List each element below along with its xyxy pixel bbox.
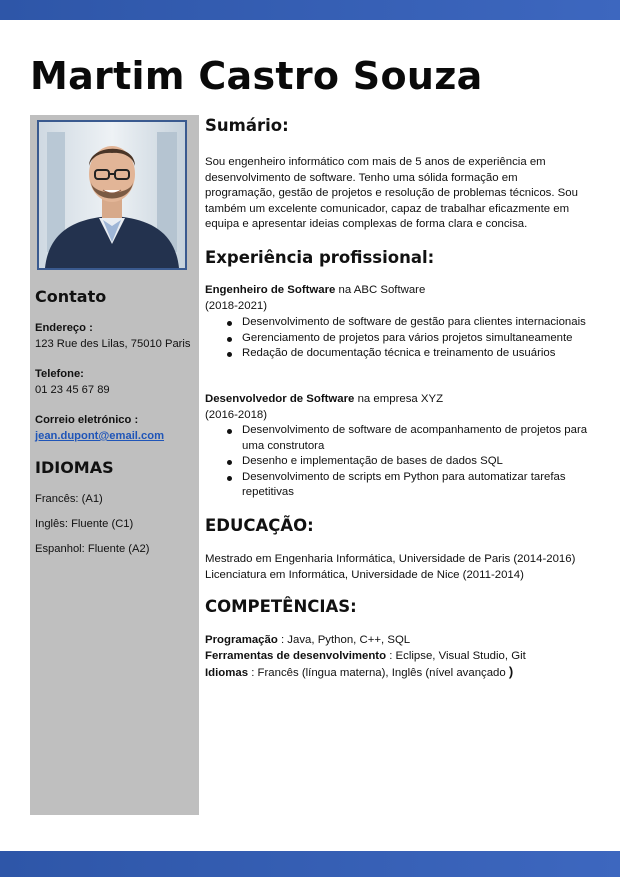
skill-value: : Java, Python, C++, SQL (277, 634, 411, 646)
job-title-line (205, 392, 443, 408)
education-heading: EDUCAÇÃO: (205, 516, 314, 535)
profile-photo (37, 120, 187, 270)
job-period: (2016-2018) (205, 409, 268, 421)
phone-label: Telefone: (35, 368, 84, 380)
summary-text: Sou engenheiro informático com mais de 5 anos de experiência em desenvolvimento de software. Tenho uma sólida formação em programação, gestão de projetos e resolução de problemas técnicos. Sou também um excelente comunicador, capaz de trabalhar eficazmente em equipa e apresentar ideias complexas de forma clara e concisa. (205, 156, 578, 231)
job-bullet (205, 470, 590, 501)
bullet-icon (227, 476, 232, 481)
experience-heading: Experiência profissional: (205, 248, 435, 267)
job-bullet-text: Desenvolvimento de scripts em Python para automatizar tarefas repetitivas (242, 470, 566, 499)
skill-item (205, 633, 410, 649)
closing-paren: ) (508, 664, 514, 679)
language-item: Inglês: Fluente (C1) (35, 518, 134, 530)
job-period: (2018-2021) (205, 300, 268, 312)
job-bullet-text: Redação de documentação técnica e treinamento de usuários (242, 347, 556, 360)
job-bullet (205, 454, 590, 470)
top-color-band (0, 0, 620, 20)
bullet-icon (227, 429, 232, 434)
bottom-color-band (0, 851, 620, 877)
job-bullets (205, 315, 590, 362)
job-bullet-text: Desenvolvimento de software de acompanhamento de projetos para uma construtora (242, 424, 588, 452)
bullet-icon (227, 460, 232, 465)
education-item: Mestrado em Engenharia Informática, Universidade de Paris (2014-2016) (205, 553, 576, 565)
job-title: Engenheiro de Software (205, 284, 336, 296)
address-label: Endereço : (35, 322, 93, 334)
email-link[interactable]: jean.dupont@email.com (35, 430, 165, 442)
skills-heading: COMPETÊNCIAS: (205, 597, 357, 616)
skill-value: : Francês (língua materna), Inglês (nível avançado (248, 667, 509, 679)
skill-label: Programação (205, 634, 278, 646)
contact-heading: Contato (35, 287, 107, 306)
email-label: Correio eletrónico : (35, 414, 139, 426)
address-value: 123 Rue des Lilas, 75010 Paris (35, 338, 191, 350)
skill-value: : Eclipse, Visual Studio, Git (386, 650, 526, 662)
job-company: na ABC Software (335, 284, 426, 296)
job-bullet-text: Desenho e implementação de bases de dados SQL (242, 455, 503, 468)
email-block (35, 412, 164, 444)
language-item: Francês: (A1) (35, 493, 103, 505)
job-title: Desenvolvedor de Software (205, 393, 355, 405)
address-block (35, 320, 190, 352)
education-item: Licenciatura em Informática, Universidade de Nice (2011-2014) (205, 569, 524, 581)
candidate-name: Martim Castro Souza (30, 54, 483, 98)
bullet-icon (227, 337, 232, 342)
skill-label: Idiomas (205, 667, 249, 679)
skill-item (205, 664, 513, 682)
phone-value: 01 23 45 67 89 (35, 384, 110, 396)
job-bullet-text: Gerenciamento de projetos para vários projetos simultaneamente (242, 331, 573, 344)
languages-heading: IDIOMAS (35, 458, 114, 477)
bullet-icon (227, 352, 232, 357)
skill-label: Ferramentas de desenvolvimento (205, 650, 387, 662)
job-bullet (205, 331, 590, 347)
job-title-line (205, 283, 425, 299)
job-bullet-text: Desenvolvimento de software de gestão para clientes internacionais (242, 316, 586, 328)
job-bullet (205, 315, 590, 331)
job-bullets (205, 423, 590, 501)
language-item: Espanhol: Fluente (A2) (35, 543, 150, 555)
skill-item (205, 649, 526, 665)
job-bullet (205, 346, 590, 362)
job-bullet (205, 423, 590, 454)
summary-heading: Sumário: (205, 116, 289, 135)
bullet-icon (227, 321, 232, 326)
sidebar (30, 115, 199, 815)
job-company: na empresa XYZ (354, 393, 444, 405)
phone-block (35, 366, 110, 398)
